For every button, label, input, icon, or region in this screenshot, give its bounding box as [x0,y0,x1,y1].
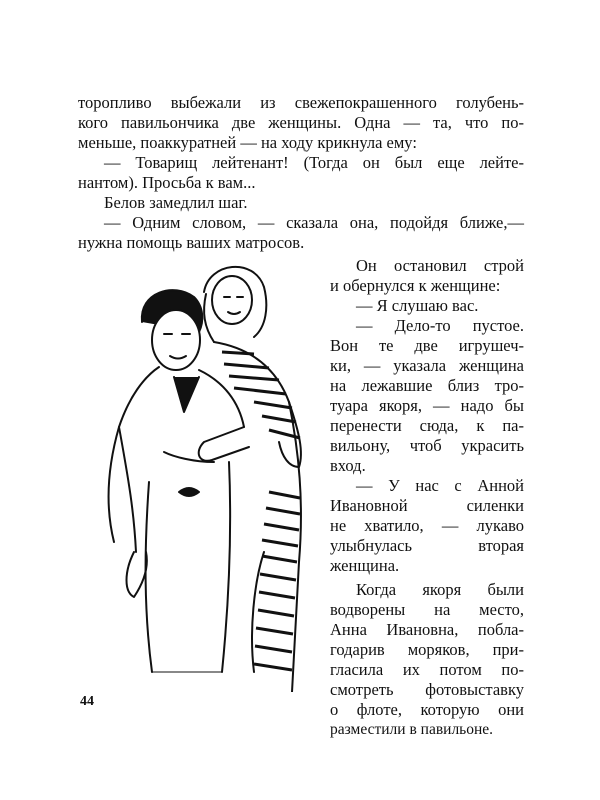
column-text-line: Когда якоря были [356,580,524,599]
column-text-line: женщина. [330,556,400,575]
column-text-line: Вон те две игрушеч- [330,336,524,355]
text-line: — Товарищ лейтенант! (Тогда он был еще лейте- [104,153,524,172]
column-text-line: смотреть фотовыставку [330,680,524,699]
text-line: меньше, поаккуратней — на ходу крикнула ему: [78,133,417,152]
text-line: нантом). Просьба к вам... [78,173,256,192]
column-text-line: и обернулся к женщине: [330,276,501,295]
column-text-line: гласила их потом по- [330,660,524,679]
two-figures-illustration [104,252,326,692]
column-text-line: Ивановной силенки [330,496,524,515]
column-text-line: — Дело-то пустое. [356,316,524,335]
column-text-line: ки, — указала женщина [330,356,524,375]
column-text-line: улыбнулась вторая [330,536,524,555]
column-text-line: годарив моряков, при- [330,640,524,659]
text-line: — Одним словом, — сказала она, подойдя ближе,— [104,213,524,232]
column-text-line: на лежавшие близ тро- [330,376,524,395]
column-text-line: Анна Ивановна, побла- [330,620,524,639]
page-number: 44 [80,694,94,709]
column-text-line: разместили в павильоне. [330,721,494,738]
column-text-line: туара якоря, — надо бы [330,396,524,415]
column-text-line: о флоте, которую они [330,700,524,719]
text-line: Белов замедлил шаг. [104,193,248,212]
column-text-line: вильону, чтоб украсить [330,436,524,455]
text-line: нужна помощь ваших матросов. [78,233,305,252]
column-text-line: вход. [330,456,366,475]
column-text-line: Он остановил строй [356,256,524,275]
column-text-line: — Я слушаю вас. [356,296,479,315]
column-text-line: не хватило, — лукаво [330,516,524,535]
column-text-line: перенести сюда, к па- [330,416,524,435]
text-line: кого павильончика две женщины. Одна — та, что по- [78,113,524,132]
column-text-line: — У нас с Анной [356,476,524,495]
text-line: торопливо выбежали из свежепокрашенного голубень- [78,93,524,112]
column-text-line: водворены на место, [330,600,524,619]
